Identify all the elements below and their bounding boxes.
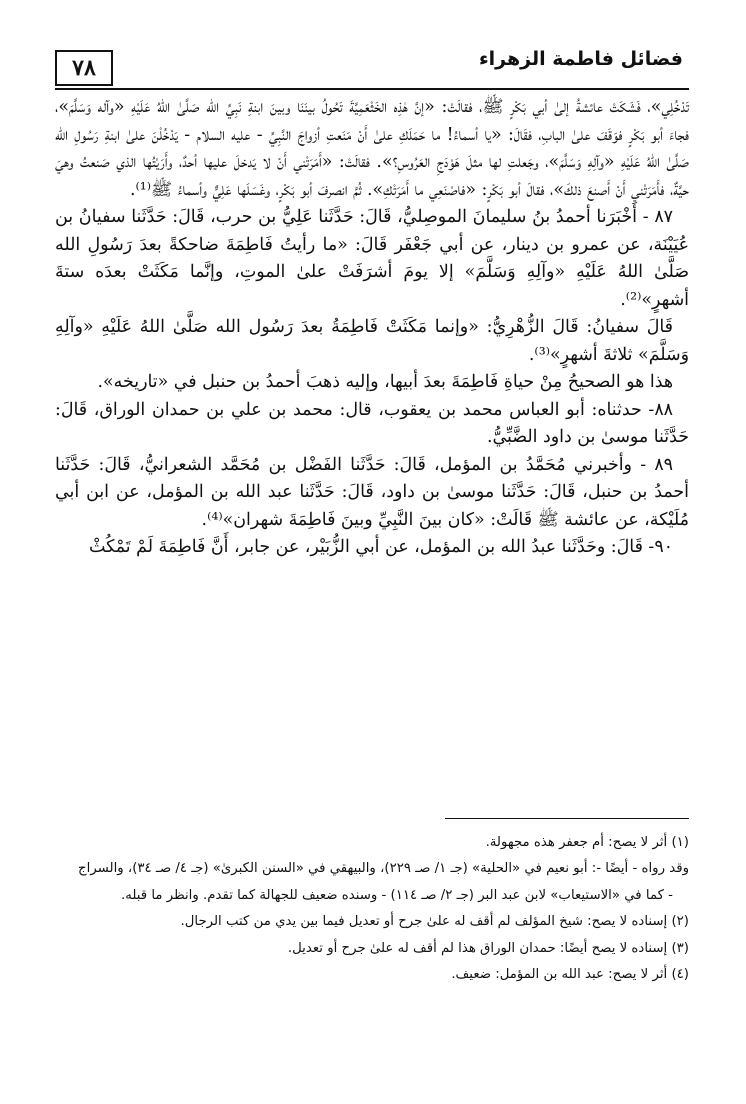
hadith-90: ٩٠- قَالَ: وحَدَّثَنا عبدُ الله بن المؤمل، عن أبي الزُّبَيْر، عن جابر، أَنَّ فَاطِمَةَ لَمْ تَمْكُثْ	[89, 537, 673, 557]
footnote-separator	[445, 818, 689, 819]
footnote-1-cont-b: - كما في «الاستيعاب» لابن عبد البر (جـ ٢/ صـ ١١٤) - وسنده ضعيف للجهالة كما تقدم. وانظر ما قبله.	[120, 887, 673, 903]
hadith-87: ٨٧ - أَخْبَرَنا أحمدُ بنُ سليمانَ الموصِليُّ، قَالَ: حَدَّثَنا عَلِيُّ بن حرب، قَالَ: حَدَّثَنا سفيانُ بن عُيَيْنَة، عن عمرو بن دينار، عن أبي جَعْفَر قَالَ: «ما رأيتُ فَاطِمَةَ ضاحكةً بعدَ رَسُولِ الله صَلَّىٰ اللهُ عَلَيْهِ «وآلِهِ وَسَلَّمَ» إلا يومَ أشرَفَتْ علىٰ الموتِ، وإنَّما مَكَثَتْ بعدَه ستةَ أشهرٍ»⁽²⁾.	[55, 207, 689, 310]
page-header	[55, 48, 689, 90]
paragraph-continuation: تَدْخُلِي»، فَشَكَتْ عائشةُ إلىٰ أبي بَكْرٍ ﷺ، فقالَتْ: «إنَّ هٰذِه الخَثْعَمِيَّةَ تَحُولُ بينَنَا وبينَ ابنةِ نَبِيِّ الله صَلَّىٰ اللهُ عَلَيْهِ «وآله وَسَلَّمَ»، فجاءَ أبو بَكْرٍ فوَقَفَ علىٰ البابِ، فقَالَ: «يا أسماءُ! ما حَمَلَكِ علىٰ أَنْ مَنَعتِ أزواجَ النَّبِيِّ - عليه السلام - يَدْخُلْنَ علىٰ ابنةِ رَسُولِ الله صَلَّىٰ اللهُ عَلَيْهِ «وآلِهِ وَسَلَّمَ»، وجَعلتِ لها مثلَ هَوْدَجِ العَرُوسِ؟». فقالَتْ: «أَمَرَتْني أَنْ لا يَدخلَ عليها أحدٌ، وأَرَيْتُها الذي صَنعتُ وهيَ حيَّةٌ، فأَمَرَتْني أَنْ أَصنعَ ذلكَ»، فقالَ أبو بَكْرٍ: «فاصْنَعِي ما أَمَرَتْكِ». ثُمَّ انصرفَ أبو بَكْرٍ، وغَسَلَها عَلِيٌّ وأسماءُ ﷺ⁽¹⁾.	[55, 97, 689, 200]
footnote-1-cont-a: وقد رواه - أيضًا -: أبو نعيم في «الحلية» (جـ ١/ صـ ٢٢٩)، والبيهقي في «السنن الكبرىٰ» (جـ ٤/ صـ ٣٤)، والسراج	[78, 861, 689, 877]
footnote-2: (٢) إسناده لا يصح: شيخ المؤلف لم أقف له علىٰ جرح أو تعديل فيما بين يدي من كتب الرجال.	[180, 914, 689, 930]
paragraph-sufyan: قَالَ سفيانُ: قَالَ الزُّهْرِيُّ: «وإنما مَكَثَتْ فَاطِمَةُ بعدَ رَسُول الله صَلَّىٰ اللهُ عَلَيْهِ «وآلِهِ وَسَلَّمَ» ثلاثةَ أشهرٍ»⁽³⁾.	[55, 317, 689, 365]
running-title: فضائل فاطمة الزهراء	[478, 48, 683, 70]
hadith-88: ٨٨- حدثناه: أبو العباس محمد بن يعقوب، قال: محمد بن علي بن حمدان الوراق، قَالَ: حَدَّثَنا موسىٰ بن داود الضَّبِّيُّ.	[55, 399, 689, 447]
hadith-89: ٨٩ - وأخبرني مُحَمَّدُ بن المؤمل، قَالَ: حَدَّثَنا الفَضْل بن مُحَمَّد الشعرانيُّ، قَالَ: حَدَّثَنا أحمدُ بن حنبل، قَالَ: حَدَّثَنا موسىٰ بن داود، قَالَ: حَدَّثَنا عبد الله بن المؤمل، عن ابن أبي مُلَيْكة، عن عائشة ﷺ قَالَتْ: «كان بينَ النَّبِيِّ وبينَ فَاطِمَةَ شهران»⁽⁴⁾.	[55, 454, 689, 530]
paragraph-sahih: هذا هو الصحيحُ مِنْ حياةِ فَاطِمَةَ بعدَ أبيها، وإليه ذهبَ أحمدُ بن حنبل في «تاريخه».	[97, 372, 673, 392]
page-number: ٧٨	[72, 55, 96, 81]
footnote-3: (٣) إسناده لا يصح أيضًا: حمدان الوراق هذا لم أقف له علىٰ جرح أو تعديل.	[287, 940, 689, 956]
footnote-4: (٤) أثر لا يصح: عبد الله بن المؤمل: ضعيف.	[451, 967, 689, 983]
footnotes	[55, 830, 689, 988]
main-text	[55, 94, 689, 562]
page-number-box	[55, 50, 113, 86]
footnote-1: (١) أثر لا يصح: أم جعفر هذه مجهولة.	[485, 835, 689, 850]
